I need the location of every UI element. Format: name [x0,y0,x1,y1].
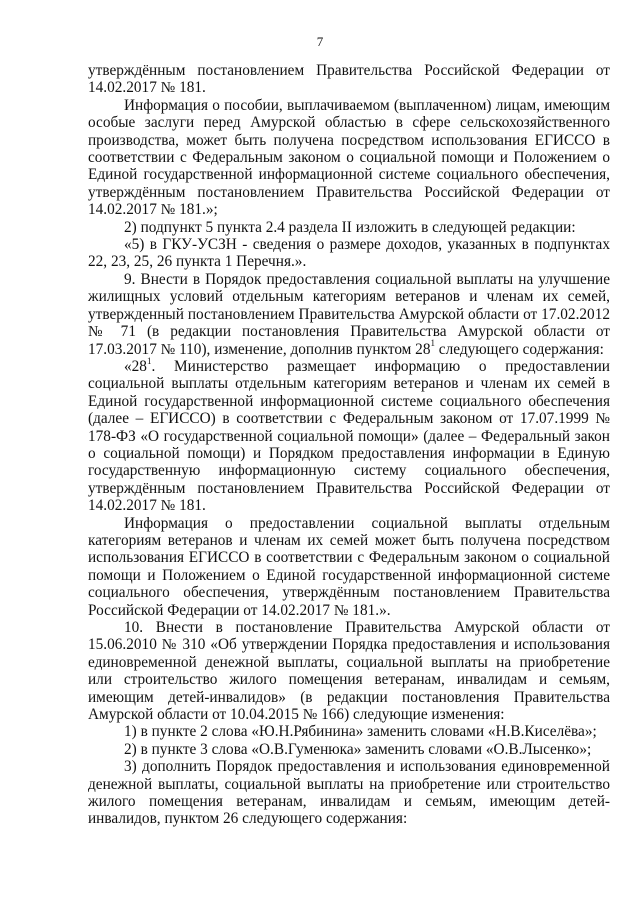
paragraph-2: Информация о пособии, выплачиваемом (выплаченном) лицам, имеющим особые заслуги перед Амурской областью в сфере сельскохозяйственного производства, может быть получена посредством использования ЕГИССО в соответствии с Федеральным законом о социальной помощи и Положением о Единой государственной информационной системе социального обеспечения, утверждённым постановлением Правительства Российской Федерации от 14.02.2017 № 181.»; [88,96,610,219]
paragraph-5-superscript: 1 [430,338,435,349]
paragraph-8: 10. Внести в постановление Правительства Амурской области от 15.06.2010 № 310 «Об утверждении Порядка предоставления и использования единовременной денежной выплаты, социальной выплаты на приобретение или строительство жилого помещения ветеранам, инвалидам и семьям, имеющим детей-инвалидов» (в редакции постановления Правительства Амурской области от 10.04.2015 № 166) следующие изменения: [88,619,610,724]
paragraph-6 [88,355,610,515]
paragraph-5-text-b: следующего содержания: [434,340,604,358]
paragraph-3: 2) подпункт 5 пункта 2.4 раздела II изложить в следующей редакции: [124,218,576,236]
paragraph-7: Информация о предоставлении социальной выплаты отдельным категориям ветеранов и членам их семей может быть получена посредством использования ЕГИССО в соответствии с Федеральным законом о социальной помощи и Положением о Единой государственной информационной системе социального обеспечения, утверждённым постановлением Правительства Российской Федерации от 14.02.2017 № 181.». [88,514,610,619]
document-body [88,62,610,828]
paragraph-5 [88,271,610,358]
paragraph-6-superscript: 1 [146,355,152,366]
paragraph-1: утверждённым постановлением Правительства Российской Федерации от 14.02.2017 № 181. [88,62,610,97]
paragraph-9: 1) в пункте 2 слова «Ю.Н.Рябинина» заменить словами «Н.В.Киселёва»; [124,723,597,741]
paragraph-5-text-a: 9. Внести в Порядок предоставления социальной выплаты на улучшение жилищных условий отдельным категориям ветеранов и членам их семей, утвержденный постановлением Правительства Амурской области от 17.02.2012 № 71 (в редакции постановления Правительства Амурской области от 17.03.2017 № 110), изменение, дополнив пунктом 28 [88,270,610,358]
paragraph-4: «5) в ГКУ-УСЗН - сведения о размере доходов, указанных в подпунктах 22, 23, 25, 26 пункта 1 Перечня.». [88,236,610,271]
paragraph-6-text-a: «28 [124,357,147,375]
paragraph-10: 2) в пункте 3 слова «О.В.Гуменюка» заменить словами «О.В.Лысенко»; [124,740,592,758]
paragraph-6-text-b: . Министерство размещает информацию о предоставлении социальной выплаты отдельным категориям ветеранов и членам их семей в Единой государственной информационной системе социального обеспечения (далее – ЕГИССО) в соответствии с Федеральным законом от 17.07.1999 № 178-ФЗ «О государственной социальной помощи» (далее – Федеральный закон о социальной помощи) и Порядком предоставления информации в Единую государственную информационную систему социального обеспечения, утверждённым постановлением Правительства Российской Федерации от 14.02.2017 № 181. [88,357,610,515]
page-number: 7 [316,34,324,49]
paragraph-11: 3) дополнить Порядок предоставления и использования единовременной денежной выплаты, социальной выплаты на приобретение или строительство жилого помещения ветеранам, инвалидам и семьям, имеющим детей-инвалидов, пунктом 26 следующего содержания: [88,758,610,828]
